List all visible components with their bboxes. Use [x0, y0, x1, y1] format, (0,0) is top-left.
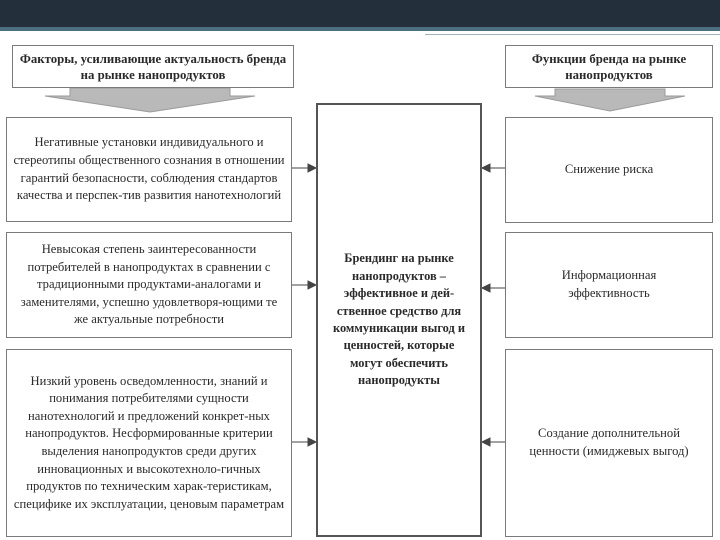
functions-down-arrow: [535, 89, 685, 111]
function-box-3: Создание дополнительной ценности (имиджевых выгод): [505, 349, 713, 537]
function-box-2: Информационная эффективность: [505, 232, 713, 338]
function-box-1: Снижение риска: [505, 117, 713, 223]
factor-box-1: Негативные установки индивидуального и стереотипы общественного сознания в отношении гарантий безопасности, соблюдения стандартов качества и перспек-тив развития нанотехнологий: [6, 117, 292, 222]
functions-header: Функции бренда на рынке нанопродуктов: [505, 45, 713, 88]
branding-center-box: Брендинг на рынке нанопродуктов – эффективное и дей-ственное средство для коммуникации выгод и ценностей, которые могут обеспечить нанопродукты: [316, 103, 482, 537]
factors-header: Факторы, усиливающие актуальность бренда на рынке нанопродуктов: [12, 45, 294, 88]
factors-down-arrow: [45, 88, 255, 112]
factor-box-2: Невысокая степень заинтересованности потребителей в нанопродуктах в сравнении с традиционными продуктами-аналогами и заменителями, успешно удовлетворя-ющими те же актуальные потребности: [6, 232, 292, 338]
factor-box-3: Низкий уровень осведомленности, знаний и понимания потребителями сущности нанотехнологий и предложений конкрет-ных нанопродуктов. Несформированные критерии выделения нанопродуктов среди других инновационных и высокотехноло-гичных продуктов по техническим харак-теристикам, специфике их эксплуатации, ценовым параметрам: [6, 349, 292, 537]
